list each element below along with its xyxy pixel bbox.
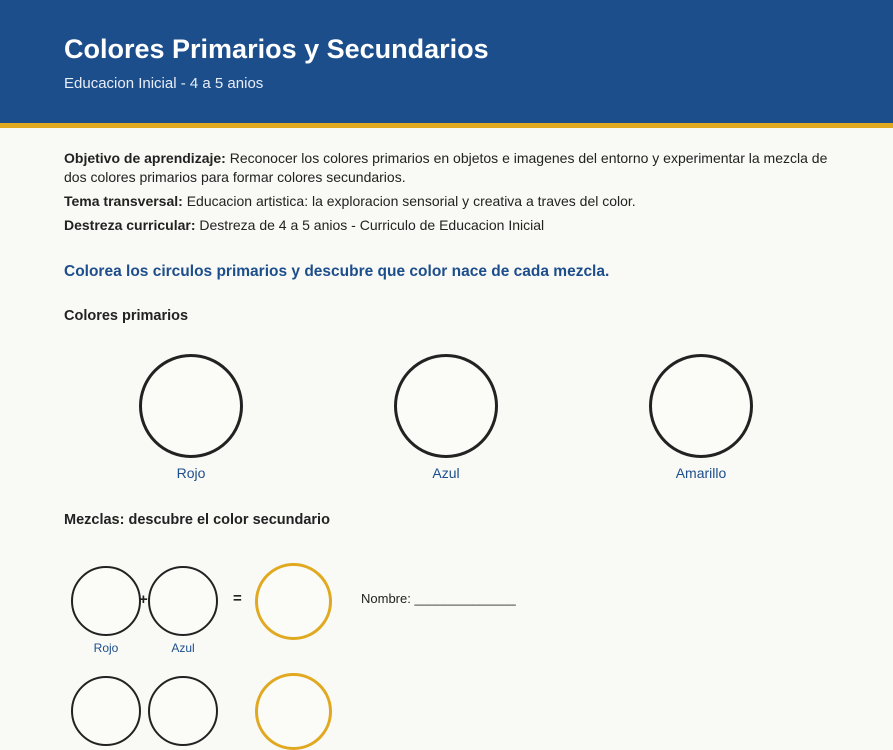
page-header <box>0 0 893 128</box>
page-title: Colores Primarios y Secundarios <box>64 34 489 64</box>
page-subtitle: Educacion Inicial - 4 a 5 anios <box>64 75 264 92</box>
objetivo-label: Objetivo de aprendizaje: <box>64 150 226 166</box>
name-field[interactable]: Nombre: ______________ <box>361 591 516 606</box>
destreza-label: Destreza curricular: <box>64 217 196 233</box>
destreza-paragraph <box>64 216 834 235</box>
activity-instruction: Colorea los circulos primarios y descubre que color nace de cada mezcla. <box>64 263 610 280</box>
circle-amarillo[interactable] <box>649 354 753 458</box>
equals-sign: = <box>233 590 242 607</box>
tema-text: Educacion artistica: la exploracion sensorial y creativa a traves del color. <box>182 193 636 209</box>
mix-circle-right-row2[interactable] <box>148 676 218 746</box>
mix-result-circle[interactable] <box>255 563 332 640</box>
mix-label-rojo: Rojo <box>93 641 119 655</box>
mix-circle-rojo[interactable] <box>71 566 141 636</box>
mix-circle-azul[interactable] <box>148 566 218 636</box>
circle-label-azul: Azul <box>432 465 460 481</box>
tema-label: Tema transversal: <box>64 193 183 209</box>
circle-azul[interactable] <box>394 354 498 458</box>
circle-label-amarillo: Amarillo <box>675 465 727 481</box>
objetivo-text: Reconocer los colores primarios en objetos e imagenes del entorno y experimentar la mezcla de dos colores primarios para formar colores secundarios. <box>64 150 828 185</box>
circle-label-rojo: Rojo <box>176 465 206 481</box>
mix-circle-left-row2[interactable] <box>71 676 141 746</box>
objetivo-paragraph <box>64 149 834 187</box>
mix-result-circle-row2[interactable] <box>255 673 332 750</box>
primarios-section-title: Colores primarios <box>64 308 189 324</box>
circle-rojo[interactable] <box>139 354 243 458</box>
plus-sign: + <box>139 591 148 608</box>
mezclas-section-title: Mezclas: descubre el color secundario <box>64 512 330 528</box>
destreza-text: Destreza de 4 a 5 anios - Curriculo de Educacion Inicial <box>195 217 545 233</box>
tema-paragraph <box>64 192 834 211</box>
mix-label-azul: Azul <box>171 641 195 655</box>
